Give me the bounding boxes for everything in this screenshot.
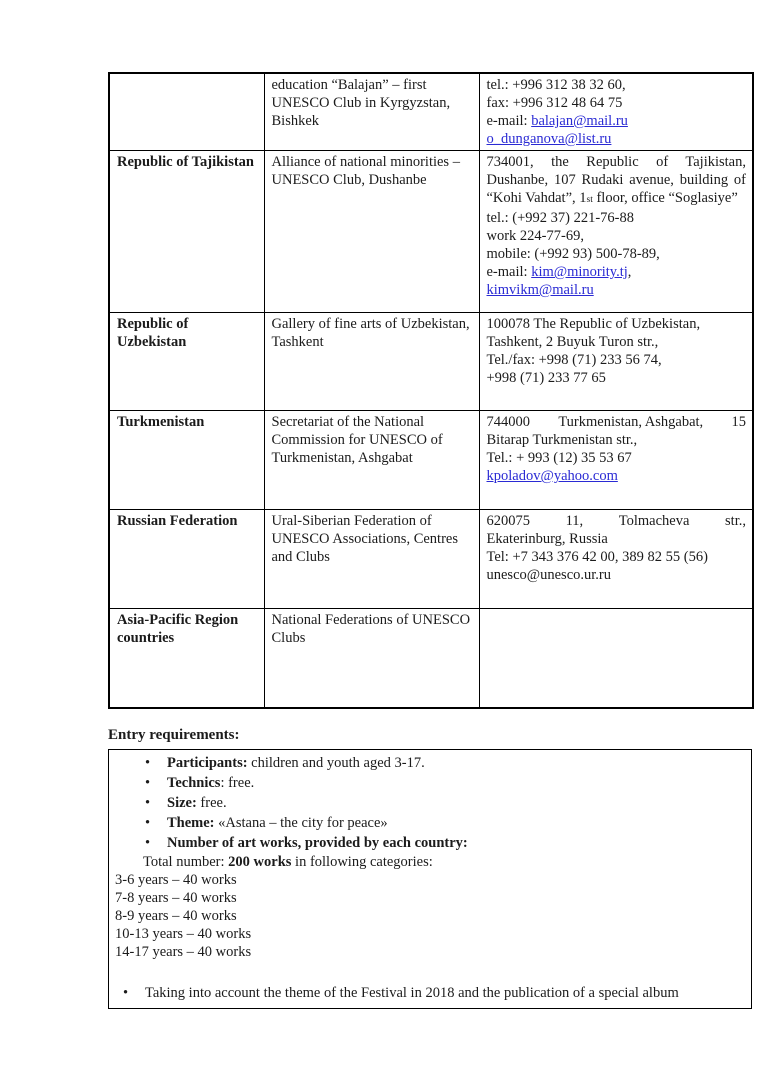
text-segment: 15 — [731, 414, 746, 430]
contact-line — [487, 530, 747, 548]
contact-cell — [479, 510, 753, 609]
contact-cell — [479, 411, 753, 510]
text-segment: «Astana – the city for peace» — [214, 814, 388, 831]
contact-line — [487, 153, 747, 209]
contact-line — [487, 431, 747, 449]
text-segment: 744000 — [486, 414, 530, 430]
contact-line — [487, 76, 747, 94]
contact-line — [487, 130, 747, 148]
organization-cell: Alliance of national minorities – UNESCO Club, Dushanbe — [264, 151, 479, 313]
text-segment: 100078 The Republic of Uzbekistan, Tashkent, 2 Buyuk Turon str., — [486, 316, 701, 350]
text-segment: Tel.: + 993 (12) 35 53 67 — [486, 450, 632, 466]
organization-cell: education “Balajan” – first UNESCO Club in Kyrgyzstan, Bishkek — [264, 73, 479, 151]
text-segment: Participants: — [167, 754, 248, 771]
organization-cell: Secretariat of the National Commission for UNESCO of Turkmenistan, Ashgabat — [264, 411, 479, 510]
text-segment: mobile: (+992 93) 500-78-89, — [486, 246, 660, 262]
text-segment: floor, office “Soglasiye” — [592, 190, 738, 206]
organization-cell: Ural-Siberian Federation of UNESCO Associations, Centres and Clubs — [264, 510, 479, 609]
text-segment: fax: +996 312 48 64 75 — [486, 95, 623, 111]
contact-line — [487, 467, 747, 485]
text-segment: in following categories: — [291, 853, 433, 870]
table-row — [109, 151, 753, 313]
contact-cell — [479, 609, 753, 708]
text-segment: Tel./fax: +998 (71) 233 56 74, — [486, 352, 662, 368]
text-segment: Tel: +7 343 376 42 00, 389 82 55 (56) — [486, 549, 708, 565]
country-cell: Republic of Uzbekistan — [109, 313, 264, 411]
contact-line — [487, 281, 747, 299]
category-line: 10-13 years – 40 works — [115, 925, 252, 942]
table-row — [109, 313, 753, 411]
bullet-item — [113, 793, 745, 813]
category-line: 7-8 years – 40 works — [115, 889, 237, 906]
text-segment: e-mail: — [486, 113, 532, 129]
text-segment: +998 (71) 233 77 65 — [486, 370, 606, 386]
text-segment: , — [627, 264, 632, 280]
contact-cell — [479, 73, 753, 151]
entry-requirements-heading: Entry requirements: — [108, 726, 240, 743]
bullet-item — [113, 813, 745, 833]
country-cell — [109, 73, 264, 151]
text-segment: str., — [725, 513, 746, 529]
text-segment: Bitarap Turkmenistan str., — [486, 432, 638, 448]
contacts-table — [108, 72, 754, 709]
contact-line — [487, 548, 747, 566]
text-segment: unesco@unesco.ur.ru — [486, 567, 611, 583]
contact-line — [487, 245, 747, 263]
contact-line — [487, 209, 747, 227]
text-segment: children and youth aged 3-17. — [247, 754, 425, 771]
country-cell: Asia-Pacific Region countries — [109, 609, 264, 708]
text-segment: Ekaterinburg, Russia — [486, 531, 608, 547]
text-segment: st — [586, 195, 593, 205]
text-segment: Tolmacheva — [618, 513, 690, 529]
total-number-line — [113, 853, 745, 871]
text-segment: free. — [196, 794, 227, 811]
text-segment: Technics — [167, 774, 221, 791]
text-segment: work 224-77-69, — [486, 228, 584, 244]
category-line: 3-6 years – 40 works — [115, 871, 237, 888]
document-content — [108, 72, 752, 1009]
bullet-item — [113, 753, 745, 773]
text-segment: Theme: — [167, 814, 215, 831]
contact-cell — [479, 313, 753, 411]
category-line: 14-17 years – 40 works — [115, 943, 252, 960]
table-row — [109, 411, 753, 510]
country-cell: Turkmenistan — [109, 411, 264, 510]
final-bullet-list — [113, 984, 745, 1003]
text-segment: 11, — [565, 513, 584, 529]
text-segment: 734001, the Republic of Tajikistan, Dushanbe, 107 Rudaki avenue, building of “Kohi Vahdat”, 1 — [486, 154, 746, 206]
text-segment: Turkmenistan, Ashgabat, — [558, 414, 704, 430]
text-segment: Total number: — [143, 853, 229, 870]
entry-requirements-box — [108, 749, 752, 1009]
email-link[interactable]: kimvikm@mail.ru — [486, 282, 594, 298]
text-segment: e-mail: — [486, 264, 532, 280]
email-link[interactable]: kpoladov@yahoo.com — [486, 468, 618, 484]
contact-line — [487, 94, 747, 112]
contact-line — [487, 566, 747, 584]
contact-line — [487, 512, 747, 530]
contact-line — [487, 112, 747, 130]
organization-cell: National Federations of UNESCO Clubs — [264, 609, 479, 708]
table-row — [109, 609, 753, 708]
organization-cell: Gallery of fine arts of Uzbekistan, Tashkent — [264, 313, 479, 411]
text-segment: tel.: +996 312 38 32 60, — [486, 77, 626, 93]
email-link[interactable]: balajan@mail.ru — [531, 113, 628, 129]
country-cell: Russian Federation — [109, 510, 264, 609]
text-segment: 200 works — [228, 853, 292, 870]
text-segment: tel.: (+992 37) 221-76-88 — [486, 210, 635, 226]
table-row — [109, 510, 753, 609]
bullet-item — [113, 833, 745, 853]
contact-line — [487, 351, 747, 369]
email-link[interactable]: kim@minority.tj — [531, 264, 628, 280]
contact-line — [487, 449, 747, 467]
bullet-item — [113, 773, 745, 793]
contact-line — [487, 263, 747, 281]
text-segment: Size: — [167, 794, 197, 811]
final-bullet-item: • Taking into account the theme of the Festival in 2018 and the publication of a special album — [113, 984, 745, 1003]
requirements-bullet-list — [113, 753, 745, 853]
email-link[interactable]: o_dunganova@list.ru — [486, 131, 612, 147]
text-segment: Number of art works, provided by each country: — [167, 834, 468, 851]
table-row — [109, 73, 753, 151]
contact-line — [487, 413, 747, 431]
text-segment: 620075 — [486, 513, 530, 529]
contact-cell — [479, 151, 753, 313]
text-segment: : free. — [220, 774, 255, 791]
contact-line — [487, 369, 747, 387]
contacts-tbody — [109, 73, 753, 708]
country-cell: Republic of Tajikistan — [109, 151, 264, 313]
categories-list — [113, 871, 745, 961]
category-line: 8-9 years – 40 works — [115, 907, 237, 924]
contact-line — [487, 227, 747, 245]
contact-line — [487, 315, 747, 351]
